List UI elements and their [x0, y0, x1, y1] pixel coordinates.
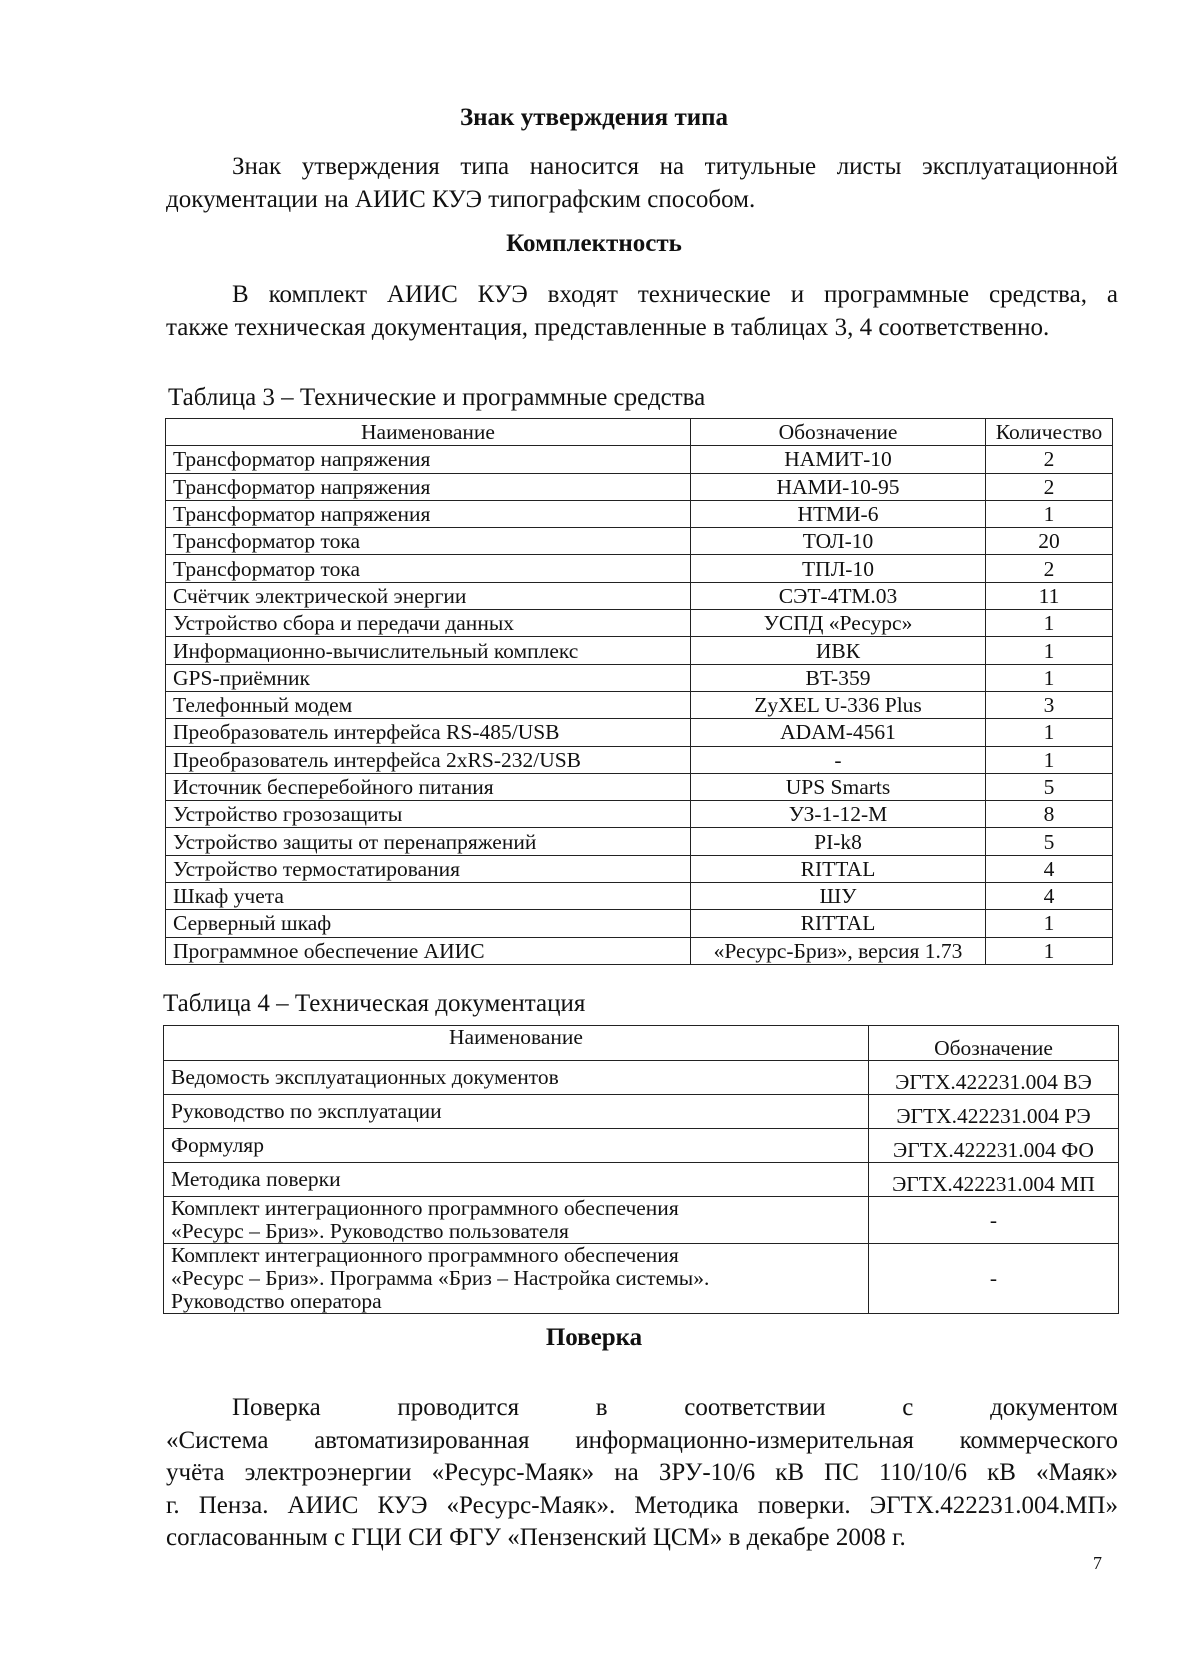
table3-cell-designation: ИВК — [691, 637, 986, 664]
table3-cell-name: Информационно-вычислительный комплекс — [166, 637, 691, 664]
table3-row — [166, 773, 1113, 800]
table3-cell-name: Преобразователь интерфейса 2xRS-232/USB — [166, 746, 691, 773]
table4-cell-name — [164, 1129, 869, 1163]
table3-row — [166, 528, 1113, 555]
verification-paragraph — [166, 1392, 1118, 1555]
table3-cell-quantity: 8 — [986, 801, 1113, 828]
table4-cell-name — [164, 1197, 869, 1244]
section-title-verification: Поверка — [545, 1324, 643, 1351]
table3-row — [166, 719, 1113, 746]
table3-cell-quantity: 3 — [986, 691, 1113, 718]
table4-body — [164, 1061, 1119, 1314]
table3-cell-name: Телефонный модем — [166, 691, 691, 718]
table3-row — [166, 828, 1113, 855]
table4-caption: Таблица 4 – Техническая документация — [163, 990, 586, 1017]
table4-cell-designation: ЭГТХ.422231.004 РЭ — [869, 1095, 1119, 1129]
table4-cell-name-line: Комплект интеграционного программного обеспечения — [171, 1243, 679, 1267]
table4-cell-name-line: Руководство по эксплуатации — [171, 1099, 442, 1123]
table3-row — [166, 801, 1113, 828]
table3-cell-designation: ШУ — [691, 883, 986, 910]
table3-cell-designation: UPS Smarts — [691, 773, 986, 800]
approval-mark-text-line1: Знак утверждения типа наносится на титульные листы эксплуатационной — [232, 153, 1118, 180]
table4-cell-name-line: Комплект интеграционного программного обеспечения — [171, 1196, 679, 1220]
table3-row — [166, 746, 1113, 773]
page-number: 7 — [1093, 1553, 1102, 1573]
table4-row — [164, 1095, 1119, 1129]
table3-row — [166, 582, 1113, 609]
table3-cell-quantity: 1 — [986, 500, 1113, 527]
table3-cell-name: Счётчик электрической энергии — [166, 582, 691, 609]
table4-row — [164, 1197, 1119, 1244]
table3-cell-name: Преобразователь интерфейса RS-485/USB — [166, 719, 691, 746]
approval-mark-text-line2: документации на АИИС КУЭ типографским способом. — [166, 186, 756, 213]
table4-cell-name-line: «Ресурс – Бриз». Программа «Бриз – Настройка системы». — [171, 1266, 710, 1290]
table3-row — [166, 500, 1113, 527]
table3-cell-name: Шкаф учета — [166, 883, 691, 910]
table4-cell-designation: ЭГТХ.422231.004 ВЭ — [869, 1061, 1119, 1095]
table3-row — [166, 664, 1113, 691]
table3-cell-quantity: 20 — [986, 528, 1113, 555]
table4-header-row — [164, 1026, 1119, 1061]
table3-cell-designation: «Ресурс-Бриз», версия 1.73 — [691, 937, 986, 964]
table4-row — [164, 1244, 1119, 1314]
table3-row — [166, 937, 1113, 964]
table3-cell-designation: RITTAL — [691, 855, 986, 882]
table3-cell-quantity: 2 — [986, 555, 1113, 582]
table4-cell-name — [164, 1244, 869, 1314]
table3-cell-designation: НАМИТ-10 — [691, 446, 986, 473]
table3-row — [166, 446, 1113, 473]
table3-cell-name: Трансформатор напряжения — [166, 473, 691, 500]
table3-cell-quantity: 1 — [986, 746, 1113, 773]
table3-cell-designation: УЗ-1-12-М — [691, 801, 986, 828]
table3-cell-designation: УСПД «Ресурс» — [691, 610, 986, 637]
table4-row — [164, 1163, 1119, 1197]
table3-cell-quantity: 1 — [986, 937, 1113, 964]
table4-cell-designation: ЭГТХ.422231.004 МП — [869, 1163, 1119, 1197]
table3-header-designation: Обозначение — [691, 419, 986, 446]
table4-cell-name-line: Методика поверки — [171, 1167, 341, 1191]
table3-header-row — [166, 419, 1113, 446]
table3-row — [166, 910, 1113, 937]
table3-body — [166, 446, 1113, 965]
table3-cell-name: Устройство грозозащиты — [166, 801, 691, 828]
section-title-completeness: Комплектность — [506, 230, 682, 257]
table3-caption: Таблица 3 – Технические и программные средства — [168, 384, 706, 411]
table3-cell-quantity: 4 — [986, 855, 1113, 882]
table3-cell-designation: BT-359 — [691, 664, 986, 691]
table3-cell-name: Устройство защиты от перенапряжений — [166, 828, 691, 855]
table3-header-quantity: Количество — [986, 419, 1113, 446]
verification-text-line2: «Система автоматизированная информационно-измерительная коммерческого — [166, 1426, 1118, 1454]
table3-cell-name: GPS-приёмник — [166, 664, 691, 691]
table3-cell-designation: СЭТ-4ТМ.03 — [691, 582, 986, 609]
table4-cell-name — [164, 1061, 869, 1095]
table3-cell-quantity: 5 — [986, 828, 1113, 855]
table3-cell-name: Трансформатор напряжения — [166, 446, 691, 473]
table3-row — [166, 473, 1113, 500]
table3-cell-designation: ADAM-4561 — [691, 719, 986, 746]
table3-cell-quantity: 1 — [986, 719, 1113, 746]
table3-row — [166, 610, 1113, 637]
table3-cell-name: Источник бесперебойного питания — [166, 773, 691, 800]
table3-row — [166, 883, 1113, 910]
section-title-approval-mark: Знак утверждения типа — [459, 104, 729, 131]
table3-cell-designation: - — [691, 746, 986, 773]
table4-header-designation: Обозначение — [869, 1026, 1119, 1061]
table3-cell-quantity: 1 — [986, 664, 1113, 691]
table4-row — [164, 1129, 1119, 1163]
table4-header-name: Наименование — [164, 1026, 869, 1061]
table4-cell-designation: - — [869, 1244, 1119, 1314]
completeness-text-line1: В комплект АИИС КУЭ входят технические и программные средства, а — [232, 281, 1118, 308]
table3-cell-quantity: 5 — [986, 773, 1113, 800]
table4-cell-designation: ЭГТХ.422231.004 ФО — [869, 1129, 1119, 1163]
table3-cell-designation: PI-k8 — [691, 828, 986, 855]
table3-cell-quantity: 2 — [986, 446, 1113, 473]
table3-row — [166, 691, 1113, 718]
table4-cell-name-line: «Ресурс – Бриз». Руководство пользователя — [171, 1219, 569, 1243]
table3-row — [166, 855, 1113, 882]
table3-hardware-software — [165, 418, 1113, 965]
completeness-text-line2: также техническая документация, представленные в таблицах 3, 4 соответственно. — [166, 314, 1050, 341]
table3-cell-quantity: 11 — [986, 582, 1113, 609]
table4-cell-name — [164, 1095, 869, 1129]
table3-cell-quantity: 4 — [986, 883, 1113, 910]
table3-cell-quantity: 2 — [986, 473, 1113, 500]
table3-header-name: Наименование — [166, 419, 691, 446]
table3-cell-name: Серверный шкаф — [166, 910, 691, 937]
verification-text-line3: учёта электроэнергии «Ресурс-Маяк» на ЗРУ-10/6 кВ ПС 110/10/6 кВ «Маяк» — [166, 1459, 1118, 1486]
table4-row — [164, 1061, 1119, 1095]
approval-mark-paragraph — [166, 150, 1118, 216]
table3-cell-name: Трансформатор напряжения — [166, 500, 691, 527]
table4-cell-name-line: Ведомость эксплуатационных документов — [171, 1065, 559, 1089]
table4-cell-name — [164, 1163, 869, 1197]
table4-cell-name-line: Руководство оператора — [171, 1289, 382, 1313]
table3-cell-name: Трансформатор тока — [166, 528, 691, 555]
table3-cell-designation: ТОЛ-10 — [691, 528, 986, 555]
table3-cell-name: Устройство сбора и передачи данных — [166, 610, 691, 637]
table3-row — [166, 555, 1113, 582]
table3-cell-quantity: 1 — [986, 637, 1113, 664]
table4-documentation — [163, 1025, 1119, 1314]
table3-cell-quantity: 1 — [986, 610, 1113, 637]
table3-cell-designation: НАМИ-10-95 — [691, 473, 986, 500]
table3-cell-name: Программное обеспечение АИИС — [166, 937, 691, 964]
table3-cell-designation: ZyXEL U-336 Plus — [691, 691, 986, 718]
table3-cell-designation: ТПЛ-10 — [691, 555, 986, 582]
table4-cell-designation: - — [869, 1197, 1119, 1244]
table3-cell-name: Устройство термостатирования — [166, 855, 691, 882]
verification-text-line4: г. Пенза. АИИС КУЭ «Ресурс-Маяк». Методика поверки. ЭГТХ.422231.004.МП» — [166, 1491, 1118, 1519]
verification-text-line5: согласованным с ГЦИ СИ ФГУ «Пензенский ЦСМ» в декабре 2008 г. — [166, 1524, 906, 1551]
completeness-paragraph — [166, 278, 1118, 344]
table3-cell-quantity: 1 — [986, 910, 1113, 937]
table3-cell-designation: RITTAL — [691, 910, 986, 937]
table3-cell-designation: НТМИ-6 — [691, 500, 986, 527]
verification-text-line1: Поверка проводится в соответствии с документом — [232, 1394, 1118, 1421]
table3-cell-name: Трансформатор тока — [166, 555, 691, 582]
table3-row — [166, 637, 1113, 664]
table4-cell-name-line: Формуляр — [171, 1133, 264, 1157]
